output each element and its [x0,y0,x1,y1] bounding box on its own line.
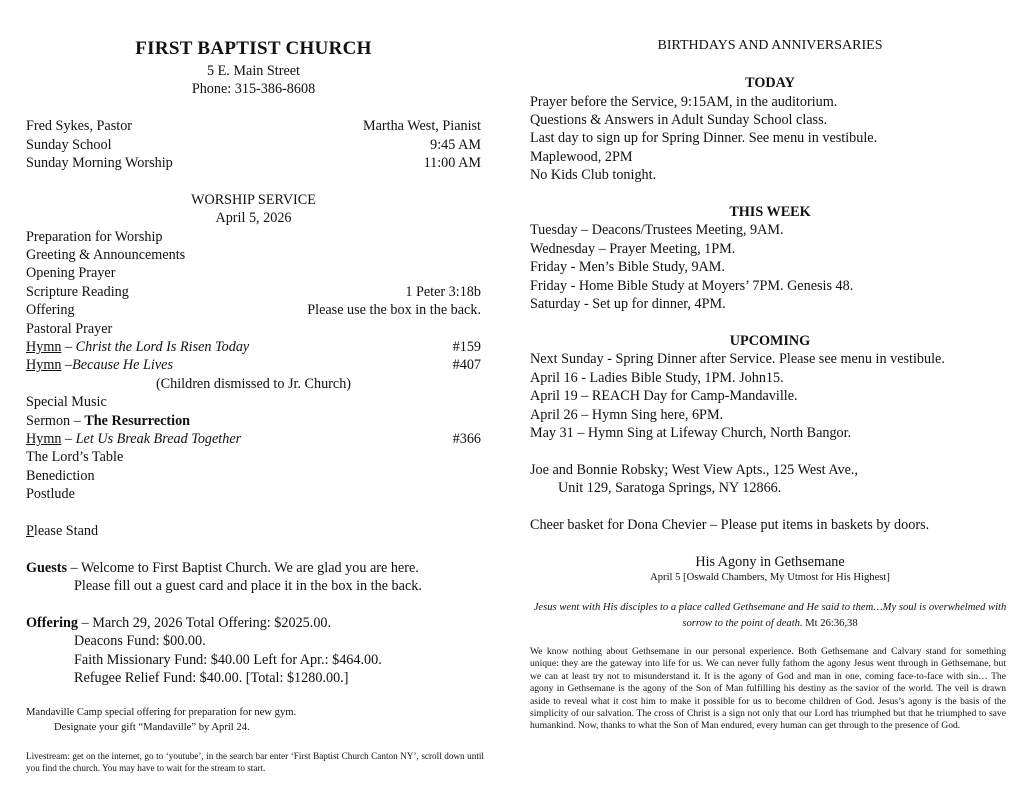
scripture-quote: Jesus went with His disciples to a place called Gethsemane and He said to them…My soul is overwhelmed with sorrow to the point of death. [533,602,1007,629]
order-postlude: Postlude [26,486,75,502]
offering-label: Offering [26,302,75,318]
upcoming-heading: UPCOMING [729,333,811,349]
cheer-basket-note: Cheer basket for Dona Chevier – Please put items in baskets by doors. [530,517,930,533]
pianist-name: Martha West, Pianist [363,118,481,134]
offering-report-label: Offering [26,615,79,631]
order-hymn-3 [26,430,481,448]
upcoming-item: Next Sunday - Spring Dinner after Service. Please see menu in vestibule. [530,351,945,367]
upcoming-item: April 16 - Ladies Bible Study, 1PM. John15. [530,370,784,386]
sermon-title: The Resurrection [84,413,191,429]
upcoming-item: May 31 – Hymn Sing at Lifeway Church, North Bangor. [530,425,852,441]
pastor-name: Fred Sykes, Pastor [26,118,133,134]
worship-service-heading: WORSHIP SERVICE [191,192,316,208]
sermon-label: Sermon – [26,413,85,429]
sunday-school-row [26,136,481,154]
week-item: Saturday - Set up for dinner, 4PM. [530,296,726,312]
scripture-label: Scripture Reading [26,284,129,300]
today-item: Questions & Answers in Adult Sunday School class. [530,112,828,128]
church-name: FIRST BAPTIST CHURCH [135,38,372,59]
worship-time: 11:00 AM [423,155,481,171]
mandaville-line-2: Designate your gift “Mandaville” by April 24. [54,722,250,733]
offering-note: Please use the box in the back. [307,302,481,318]
guests-line-1 [26,559,481,577]
hymn-1-number: #159 [452,339,481,355]
devotional-title: His Agony in Gethsemane [695,554,845,570]
devotional-source: April 5 [Oswald Chambers, My Utmost for His Highest] [650,572,890,583]
upcoming-item: April 19 – REACH Day for Camp-Mandaville. [530,388,798,404]
offering-report-line-1 [26,614,481,632]
order-lords-table: The Lord’s Table [26,449,124,465]
deacons-fund: Deacons Fund: $00.00. [74,633,206,649]
sunday-school-time: 9:45 AM [430,137,481,153]
worship-row [26,154,481,172]
sunday-school-label: Sunday School [26,137,112,153]
scripture-reference: 1 Peter 3:18b [405,284,481,300]
hymn-2-title: Because He Lives [72,357,173,373]
refugee-relief-fund: Refugee Relief Fund: $40.00. [Total: $1280.00.] [74,670,349,686]
church-address: 5 E. Main Street [207,63,300,79]
week-item: Friday - Men’s Bible Study, 9AM. [530,259,725,275]
children-dismissed: (Children dismissed to Jr. Church) [155,376,352,392]
church-phone: Phone: 315-386-8608 [191,81,316,97]
today-item: Last day to sign up for Spring Dinner. See menu in vestibule. [530,130,878,146]
hymn-3-label: Hymn [26,431,62,447]
offering-report-total: – March 29, 2026 Total Offering: $2025.00. [78,615,332,631]
worship-label: Sunday Morning Worship [26,155,173,171]
service-date: April 5, 2026 [215,210,292,226]
order-benediction: Benediction [26,468,95,484]
order-sermon [26,412,481,430]
upcoming-item: April 26 – Hymn Sing here, 6PM. [530,407,724,423]
pastor-row [26,117,481,135]
order-special-music: Special Music [26,394,107,410]
today-item: Maplewood, 2PM [530,149,633,165]
hymn-1-dash: – [61,339,76,355]
livestream-note: Livestream: get on the internet, go to ‘youtube’, in the search bar enter ‘First Baptist Church Canton NY’, scroll down until you find the church. You may have to wait for the stream to start. [26,751,484,774]
order-opening-prayer: Opening Prayer [26,265,116,281]
order-pastoral-prayer: Pastoral Prayer [26,321,113,337]
this-week-heading: THIS WEEK [729,204,811,220]
hymn-2-number: #407 [452,357,481,373]
mandaville-line-1: Mandaville Camp special offering for preparation for new gym. [26,707,297,718]
week-item: Tuesday – Deacons/Trustees Meeting, 9AM. [530,222,784,238]
order-offering [26,301,481,319]
hymn-1-label: Hymn [26,339,62,355]
please-stand-text: lease Stand [33,523,99,539]
devotional-text: We know nothing about Gethsemane in our personal experience. Both Gethsemane and Calvary stand for something unique: they are the gateway into life for us. We can never fully fathom the agony Jesus went through in Gethsemane, but we can at least try not to misunderstand it. It is the agony of God and man in one, coming face-to-face with sin… The agony in Gethsemane is the agony of the Son of Man fulfilling his destiny as the savior of the world. The veil is drawn aside to reveal what it cost him to make it possible for us to become children of God. Jesus’s agony is the basis of the simplicity of our salvation. The cross of Christ is a sign not only that our Lord has triumphed but that he triumphed to save humankind. Now, thanks to what the Son of Man endured, every human can get through to the presence of God. [530,646,1006,732]
today-item: No Kids Club tonight. [530,167,657,183]
today-item: Prayer before the Service, 9:15AM, in the auditorium. [530,94,838,110]
order-preparation: Preparation for Worship [26,229,163,245]
order-greeting: Greeting & Announcements [26,247,186,263]
order-scripture [26,283,481,301]
please-stand-note [26,522,481,540]
guests-line-2: Please fill out a guest card and place it in the box in the back. [74,578,422,594]
week-item: Friday - Home Bible Study at Moyers’ 7PM. Genesis 48. [530,278,854,294]
faith-missionary-fund: Faith Missionary Fund: $40.00 Left for Apr.: $464.00. [74,652,382,668]
hymn-3-title: Let Us Break Bread Together [75,431,242,447]
scripture-quote-ref: Mt 26:36,38 [805,618,858,629]
order-hymn-1 [26,338,481,356]
hymn-2-dash: – [61,357,73,373]
scripture-quote-block [530,600,1010,632]
address-change-line-1: Joe and Bonnie Robsky; West View Apts., 125 West Ave., [530,462,859,478]
hymn-3-number: #366 [452,431,481,447]
guests-label: Guests [26,560,67,576]
hymn-3-dash: – [61,431,76,447]
week-item: Wednesday – Prayer Meeting, 1PM. [530,241,736,257]
hymn-1-title: Christ the Lord Is Risen Today [75,339,250,355]
birthdays-heading: BIRTHDAYS AND ANNIVERSARIES [657,38,883,53]
today-heading: TODAY [745,75,795,91]
order-hymn-2 [26,356,481,374]
please-stand-initial: P [26,523,34,539]
guests-welcome: – Welcome to First Baptist Church. We are glad you are here. [67,560,419,576]
address-change-line-2: Unit 129, Saratoga Springs, NY 12866. [558,480,782,496]
hymn-2-label: Hymn [26,357,62,373]
